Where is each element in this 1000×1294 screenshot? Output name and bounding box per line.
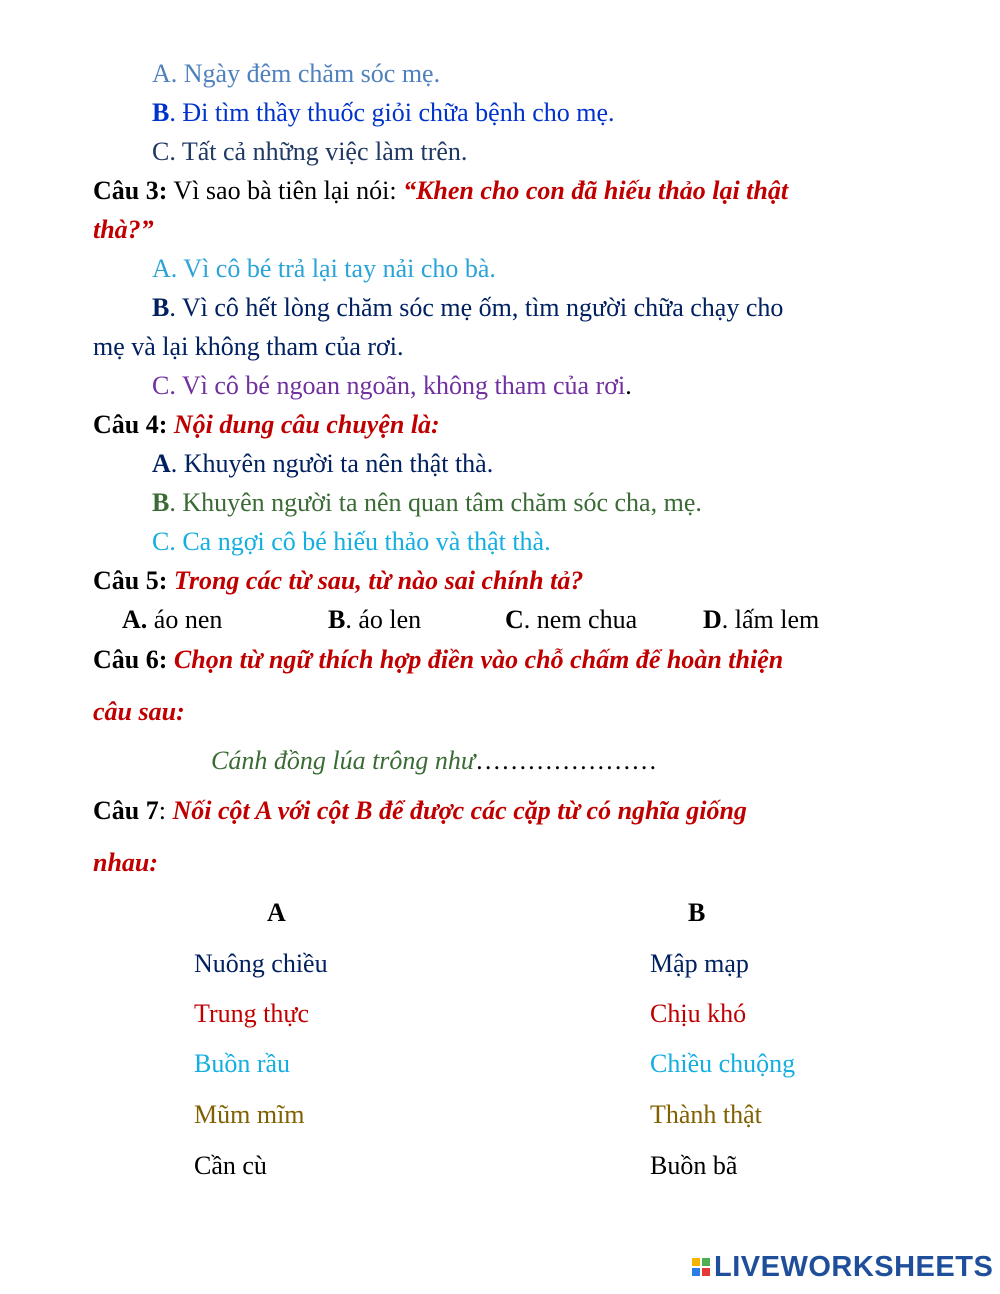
q5-option-c-letter: C [505,605,524,634]
q6-text-line2: câu sau: [93,697,185,726]
q6-question [93,644,783,676]
q3-option-b-text-line1: . Vì cô hết lòng chăm sóc mẹ ốm, tìm người chữa chạy cho [169,293,784,322]
q3-option-a-text: . Vì cô bé trả lại tay nải cho bà. [170,254,496,283]
q4-option-b [152,487,702,519]
q6-text-line1: Chọn từ ngữ thích hợp điền vào chỗ chấm để hoàn thiện [173,645,784,674]
q6-sentence [211,745,657,777]
q2-option-a-text: . Ngày đêm chăm sóc mẹ. [170,59,441,88]
q3-option-b-letter: B [152,293,170,322]
q4-option-a-text: . Khuyên người ta nên thật thà. [170,449,494,478]
q3-question [93,175,788,207]
column-a-item[interactable]: Mũm mĩm [194,1100,305,1129]
q2-option-a [152,58,440,90]
q3-question-cont [93,214,154,246]
q3-option-a [152,253,496,285]
column-b-item[interactable]: Mập mạp [650,949,749,978]
q3-option-b [152,292,783,324]
q2-option-c-letter: C [152,137,170,166]
column-b-header: B [688,898,706,927]
q5-option-b-letter: B [328,605,346,634]
q4-option-c-text: . Ca ngợi cô bé hiếu thảo và thật thà. [169,527,551,556]
q3-option-b-text-line2: mẹ và lại không tham của rơi. [93,332,404,361]
q5-label: Câu 5: [93,566,168,595]
q6-question-cont [93,696,185,728]
column-a-item[interactable]: Trung thực [194,999,309,1028]
q6-blank[interactable]: ………………… [475,746,658,775]
q4-option-b-letter: B [152,488,170,517]
q7-question-cont [93,847,158,879]
q3-quote-line1: “Khen cho con đã hiếu thảo lại thật [403,176,789,205]
q2-option-b [152,97,615,129]
column-b-item[interactable]: Buồn bã [650,1151,738,1180]
q4-option-a [152,448,493,480]
q5-option-c [505,604,637,636]
column-b-item[interactable]: Chiều chuộng [650,1049,796,1078]
column-a-item[interactable]: Buồn rầu [194,1049,291,1078]
q5-option-a [122,604,222,636]
q3-option-b-cont [93,331,404,363]
q4-text: Nội dung câu chuyện là: [173,410,440,439]
q5-option-d-text: . lấm lem [721,605,820,634]
q2-option-c-text: . Tất cả những việc làm trên. [169,137,468,166]
q5-question [93,565,583,597]
q6-sentence-text: Cánh đồng lúa trông như [211,746,476,775]
q3-quote-line2: thà?” [93,215,154,244]
q5-option-b [328,604,421,636]
q2-option-c [152,136,467,168]
q4-label: Câu 4: [93,410,168,439]
q5-option-d [703,604,819,636]
q2-option-a-letter: A [152,59,171,88]
q5-option-c-text: . nem chua [523,605,638,634]
q3-option-a-letter: A [152,254,171,283]
q3-option-c-period: . [625,371,632,400]
q2-option-b-text: . Đi tìm thầy thuốc giỏi chữa bệnh cho mẹ. [169,98,615,127]
q7-label: Câu 7 [93,796,159,825]
q4-option-c [152,526,551,558]
column-b-item[interactable]: Chịu khó [650,999,747,1028]
column-b-item[interactable]: Thành thật [650,1100,762,1129]
q3-option-c-text: . Vì cô bé ngoan ngoãn, không tham của rơi [169,371,626,400]
q3-label: Câu 3: [93,176,168,205]
q3-option-c-letter: C [152,371,170,400]
q3-prefix: Vì sao bà tiên lại nói: [167,176,404,205]
q7-text-line2: nhau: [93,848,159,877]
q7-question [93,795,747,827]
q2-option-b-letter: B [152,98,170,127]
q5-text: Trong các từ sau, từ nào sai chính tả? [173,566,584,595]
q3-option-c [152,370,632,402]
q7-colon: : [158,796,166,825]
column-a-item[interactable]: Nuông chiều [194,949,328,978]
q4-option-a-letter: A [152,449,171,478]
column-a-item[interactable]: Cần cù [194,1151,267,1180]
q5-option-d-letter: D [703,605,722,634]
q4-question [93,409,440,441]
q6-label: Câu 6: [93,645,168,674]
q5-option-b-text: . áo len [345,605,422,634]
q5-option-a-letter: A. [122,605,148,634]
column-a-header: A [267,898,286,927]
q4-option-c-letter: C [152,527,170,556]
q4-option-b-text: . Khuyên người ta nên quan tâm chăm sóc cha, mẹ. [169,488,702,517]
footer-brand [692,1250,993,1284]
brand-name: LIVEWORKSHEETS [714,1250,994,1283]
q7-text-line1: Nối cột A với cột B để được các cặp từ có nghĩa giống [172,796,747,825]
liveworksheets-logo-icon [692,1258,710,1276]
q5-option-a-text: áo nen [147,605,223,634]
